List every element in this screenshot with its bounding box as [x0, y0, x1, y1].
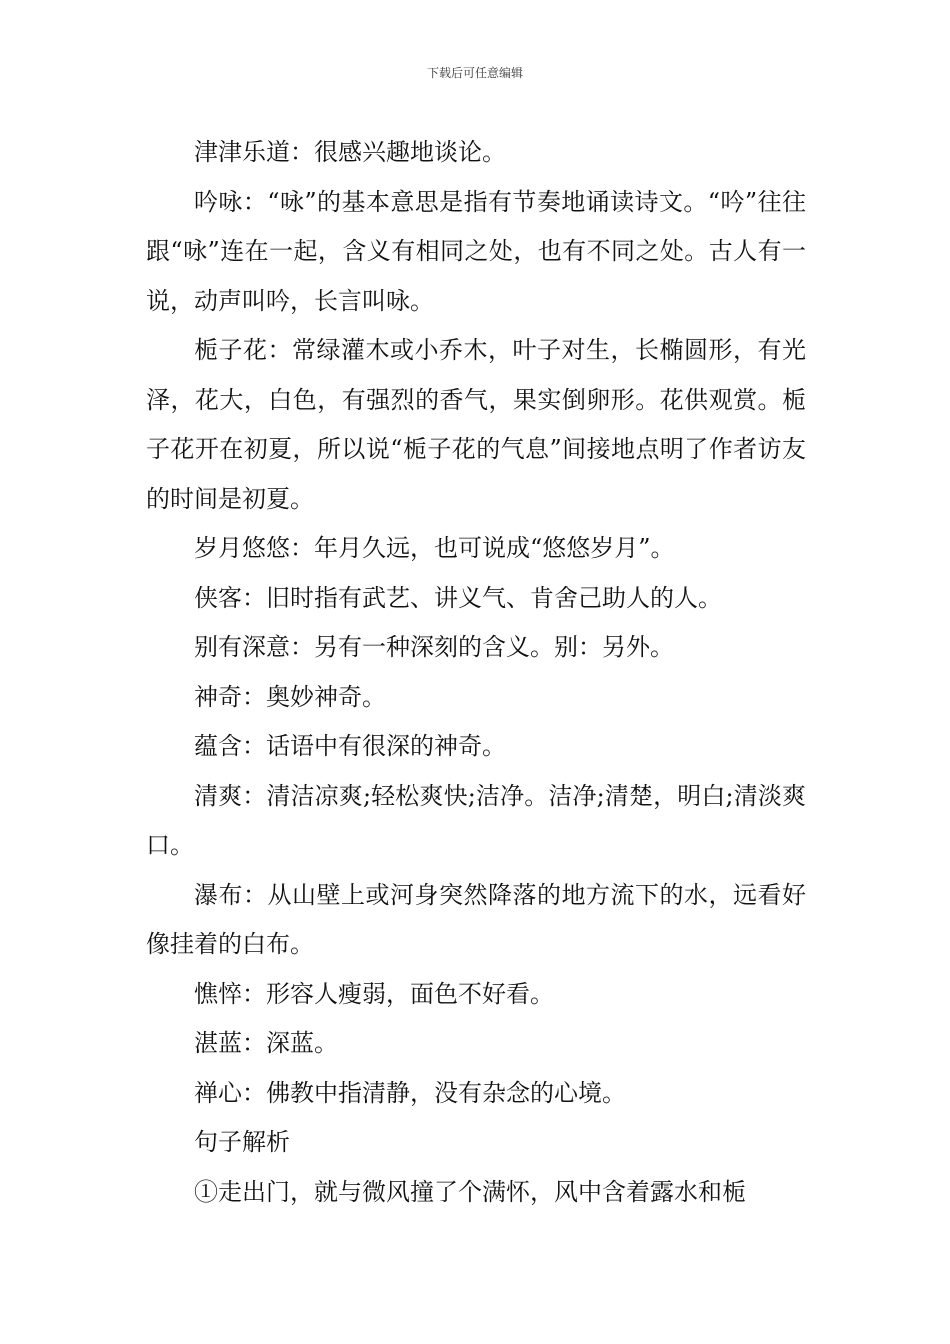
entry-chanxin: 禅心：佛教中指清静，没有杂念的心境。	[194, 1078, 626, 1107]
entry-zhizihua: 栀子花：常绿灌木或小乔木，叶子对生，长椭圆形，有光泽，花大，白色，有强烈的香气，果实倒卵形。花供观赏。栀子花开在初夏，所以说“栀子花的气息”间接地点明了作者访友的时间是初夏。	[146, 336, 806, 513]
entry-qiaocui: 憔悴：形容人瘦弱，面色不好看。	[194, 979, 554, 1008]
document-body	[146, 128, 806, 1217]
entry-yinyong: 吟咏：“咏”的基本意思是指有节奏地诵读诗文。“吟”往往跟“咏”连在一起，含义有相同之处，也有不同之处。古人有一说，动声叫吟，长言叫咏。	[146, 187, 806, 315]
entry-yunhan: 蕴含：话语中有很深的神奇。	[194, 732, 506, 760]
entry-bieyoushenyi: 别有深意：另有一种深刻的含义。别：另外。	[194, 633, 674, 661]
entry-suiyueyouyou: 岁月悠悠：年月久远，也可说成“悠悠岁月”。	[194, 534, 675, 562]
page-header-note: 下载后可任意编辑	[426, 66, 523, 80]
section-heading-sentence-analysis: 句子解析	[194, 1128, 290, 1156]
entry-zhanlan: 湛蓝：深蓝。	[194, 1029, 338, 1057]
entry-pubu: 瀑布：从山壁上或河身突然降落的地方流下的水，远看好像挂着的白布。	[146, 880, 806, 958]
sentence-analysis-item-1: ①走出门，就与微风撞了个满怀，风中含着露水和栀	[194, 1177, 746, 1206]
entry-jinjinledao: 津津乐道：很感兴趣地谈论。	[194, 138, 506, 166]
entry-qingshuang: 清爽：清洁凉爽;轻松爽快;洁净。洁净;清楚，明白;清淡爽口。	[146, 781, 806, 859]
entry-shenqi: 神奇：奥妙神奇。	[194, 682, 386, 711]
entry-xiake: 侠客：旧时指有武艺、讲义气、肯舍己助人的人。	[194, 583, 722, 612]
